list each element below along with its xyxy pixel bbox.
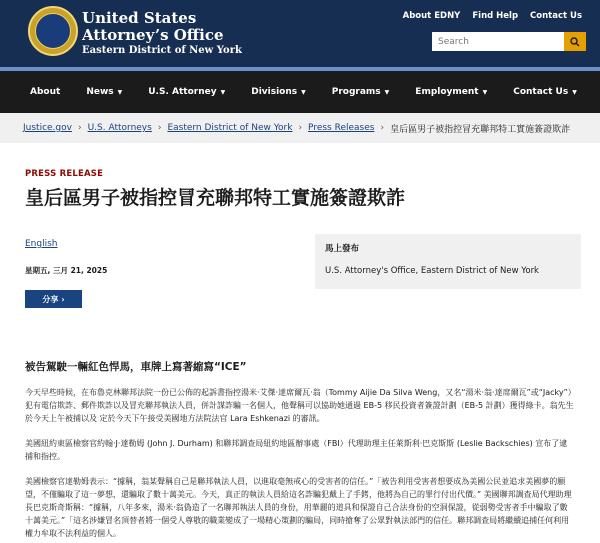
chevron-down-icon: ▼	[384, 88, 390, 96]
seal-emblem	[35, 13, 71, 49]
agency-line-1: United States	[82, 9, 197, 27]
release-heading: 馬上發布	[325, 244, 360, 254]
nav-label: Programs	[331, 87, 381, 97]
search-bar	[432, 32, 582, 51]
press-release-label: PRESS RELEASE	[25, 169, 104, 179]
agency-name[interactable]	[82, 10, 242, 58]
site-header	[0, 0, 600, 67]
nav-item-divisions[interactable]	[251, 87, 306, 97]
nav-label: About	[30, 87, 61, 97]
nav-item-programs[interactable]	[332, 87, 390, 97]
release-office: U.S. Attorney's Office, Eastern District of New York	[325, 266, 539, 276]
breadcrumb-separator: ›	[298, 123, 303, 133]
nav-item-employment[interactable]	[415, 87, 487, 97]
nav-label: Employment	[415, 87, 479, 97]
breadcrumb-justice[interactable]: Justice.gov	[23, 123, 72, 133]
main-nav	[0, 67, 600, 113]
utility-link-contact[interactable]: Contact Us	[530, 11, 582, 21]
breadcrumb-current: 皇后區男子被指控冒充聯邦特工實施簽證欺詐	[390, 124, 571, 135]
chevron-down-icon: ▼	[301, 88, 306, 96]
share-button[interactable]	[25, 290, 82, 308]
nav-label: Divisions	[251, 87, 298, 97]
article-paragraph: 美國檢察官達勒姆表示：“據稱，翁某聲稱自己是聯邦執法人員，以進取毫無戒心的受害者的信任。”「被告利用受害者想要成為美國公民並追求美國夢的願望，不僅騙取了這一夢想，還騙取了數十萬美元。今天，真正的執法人員給這名詐騙犯戴上了手銬，他將為自己的罪行付出代價。” 美國聯邦調查局代理助理長巴克斯奇斯稱：“據稱，八年多來，湯米·翁偽造了一名聯邦執法人員的身份，用華麗的道具和保證自己合法身份的空洞保證，從弱勢受害者手中騙取了數十萬美元。”「這名涉嫌冒名頂替者將一個受人尊敬的職業變成了一場精心策劃的騙局，同時搶奪了公眾對執法部門的信任。聯邦調查局將繼續追捕任何利用權力牟取不法利益的個人。	[25, 477, 572, 538]
nav-item-contact[interactable]	[513, 87, 577, 97]
chevron-right-icon: ›	[61, 294, 65, 304]
nav-item-about[interactable]	[30, 87, 60, 97]
utility-link-find-help[interactable]: Find Help	[472, 11, 519, 21]
utility-link-about[interactable]: About EDNY	[402, 11, 461, 21]
breadcrumb-separator: ›	[380, 123, 385, 133]
nav-label: U.S. Attorney	[148, 87, 217, 97]
nav-label: News	[86, 87, 114, 97]
share-label: 分享	[42, 294, 59, 304]
nav-item-news[interactable]	[86, 87, 122, 97]
breadcrumb-separator: ›	[157, 123, 162, 133]
release-date: 星期五, 三月 21, 2025	[25, 266, 108, 275]
article-subhead: 被告駕駛一輛紅色悍馬，車牌上寫著縮寫“ICE”	[25, 361, 247, 373]
page-title: 皇后區男子被指控冒充聯邦特工實施簽證欺詐	[25, 187, 406, 209]
search-input[interactable]	[432, 32, 564, 51]
breadcrumb	[0, 113, 600, 143]
chevron-down-icon: ▼	[117, 88, 123, 96]
release-info-box	[315, 234, 581, 289]
chevron-down-icon: ▼	[220, 88, 226, 96]
article-meta	[25, 239, 575, 349]
language-link-english[interactable]: English	[25, 239, 58, 249]
breadcrumb-press-releases[interactable]: Press Releases	[308, 123, 375, 133]
chevron-down-icon: ▼	[482, 88, 488, 96]
agency-line-2: Attorney’s Office	[82, 26, 224, 44]
article-paragraph: 美國紐約東區檢察官約翰·J·達勒姆 (John J. Durham) 和聯邦調查局紐約地區辦事處（FBI）代理助理主任萊斯利·巴克斯斯 (Leslie Backschies) 宣布了逮捕和指控。	[25, 439, 568, 461]
breadcrumb-separator: ›	[77, 123, 82, 133]
utility-links	[403, 11, 582, 21]
article	[0, 169, 600, 540]
breadcrumb-edny[interactable]: Eastern District of New York	[167, 123, 293, 133]
doj-seal-logo[interactable]	[28, 6, 78, 56]
nav-item-us-attorney[interactable]	[148, 87, 225, 97]
nav-label: Contact Us	[513, 87, 569, 97]
agency-line-3: Eastern District of New York	[82, 45, 242, 56]
chevron-down-icon: ▼	[572, 88, 577, 96]
search-icon	[570, 37, 580, 47]
breadcrumb-us-attorneys[interactable]: U.S. Attorneys	[87, 123, 152, 133]
article-paragraph: 今天早些時候，在布魯克林聯邦法院一份已公佈的起訴書指控湯米·艾傑·達席爾瓦·翁（Tommy Aijie Da Silva Weng，又名“湯米·翁·達席爾瓦”或“Jacky”）犯有電信欺詐、郵件欺詐以及冒充聯邦執法人員，併計謀詐騙一名個人，他聲稱可以協助她通過 EB-5 移民投資者簽證計劃（EB-5 計劃）獲得綠卡。翁先生 於今天上午被捕以及 定於今天下午接受美國地方法院法官 Lara Eshkenazi 的審訊。	[25, 388, 574, 423]
search-button[interactable]	[564, 32, 586, 51]
